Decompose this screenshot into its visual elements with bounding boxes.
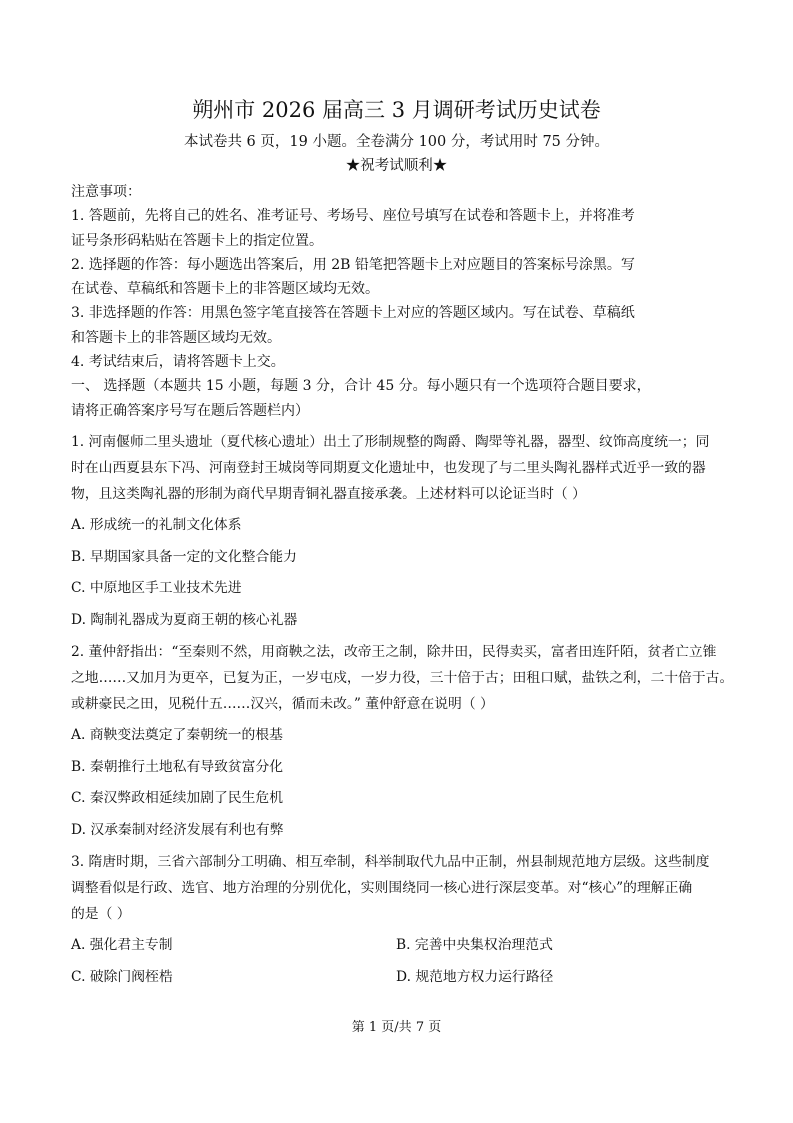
page-number: 第 1 页/共 7 页 [351,1020,442,1035]
exam-body [71,180,734,990]
question-stem-line: 时在山西夏县东下冯、河南登封王城岗等同期夏文化遗址中，也发现了与二里头陶礼器样式近乎一致的器 [71,459,706,476]
option-b: B. 完善中央集权治理范式 [396,937,553,954]
question-2 [71,639,734,843]
notice-line: 2. 选择题的作答：每小题选出答案后，用 2B 铅笔把答题卡上对应题目的答案标号涂黑。写 [71,256,635,273]
question-stem-line: 的是（ ） [71,905,131,922]
question-stem-line: 调整看似是行政、选官、地方治理的分别优化，实则围绕同一核心进行深层变革。对“核心”的理解正确 [71,879,693,896]
option-d: D. 汉承秦制对经济发展有利也有弊 [71,821,284,838]
option-b: B. 秦朝推行土地私有导致贫富分化 [71,758,284,775]
notice-heading: 注意事项： [71,184,141,200]
question-3 [71,849,731,990]
page-title: 朔州市 2026 届高三 3 月调研考试历史试卷 [192,98,601,122]
option-d: D. 陶制礼器成为夏商王朝的核心礼器 [71,611,298,628]
notice-line: 证号条形码粘贴在答题卡上的指定位置。 [71,232,323,249]
question-stem-line: 或耕豪民之田，见税什五……汉兴，循而未改。” 董仲舒意在说明（ ） [71,695,494,712]
good-luck-line: ★祝考试顺利★ [345,158,448,174]
notice-line: 和答题卡上的非答题区域均无效。 [71,329,281,346]
option-c: C. 中原地区手工业技术先进 [71,580,242,597]
question-stem-line: 物，且这类陶礼器的形制为商代早期青铜礼器直接承袭。上述材料可以论证当时（ ） [71,485,586,502]
notice-line: 4. 考试结束后，请将答题卡上交。 [71,354,285,371]
option-c: C. 秦汉弊政相延续加剧了民生危机 [71,790,283,807]
notice-line: 在试卷、草稿纸和答题卡上的非答题区域均无效。 [71,281,379,298]
option-b: B. 早期国家具备一定的文化整合能力 [71,548,297,565]
option-c: C. 破除门阀桎梏 [71,968,173,985]
option-row [71,932,731,958]
section-heading: 一、 选择题（本题共 15 小题，每题 3 分，合计 45 分。每小题只有一个选项符合题目要求， [71,378,651,395]
option-row [71,964,731,990]
section-heading-cont: 请将正确答案序号写在题后答题栏内） [71,402,309,419]
notice-line: 1. 答题前，先将自己的姓名、准考证号、考场号、座位号填写在试卷和答题卡上，并将准考 [71,208,635,225]
question-stem-line: 1. 河南偃师二里头遗址（夏代核心遗址）出土了形制规整的陶爵、陶斝等礼器，器型、纹饰高度统一；同 [71,433,710,450]
option-a: A. 强化君主专制 [71,937,173,954]
exam-info: 本试卷共 6 页，19 小题。全卷满分 100 分，考试用时 75 分钟。 [183,134,610,150]
option-a: A. 形成统一的礼制文化体系 [71,517,242,534]
question-1 [71,429,731,633]
option-d: D. 规范地方权力运行路径 [396,968,554,985]
notice-line: 3. 非选择题的作答：用黑色签字笔直接答在答题卡上对应的答题区域内。写在试卷、草稿纸 [71,305,635,322]
question-stem-line: 3. 隋唐时期，三省六部制分工明确、相互牵制，科举制取代九品中正制，州县制规范地方层级。这些制度 [71,853,710,870]
question-stem-line: 2. 董仲舒指出：“至秦则不然，用商鞅之法，改帝王之制，除井田，民得卖买，富者田连阡陌，贫者亡立锥 [71,643,717,660]
question-stem-line: 之地……又加月为更卒，已复为正，一岁屯戍，一岁力役，三十倍于古；田租口赋，盐铁之利，二十倍于古。 [71,669,734,686]
option-a: A. 商鞅变法奠定了秦朝统一的根基 [71,727,283,744]
